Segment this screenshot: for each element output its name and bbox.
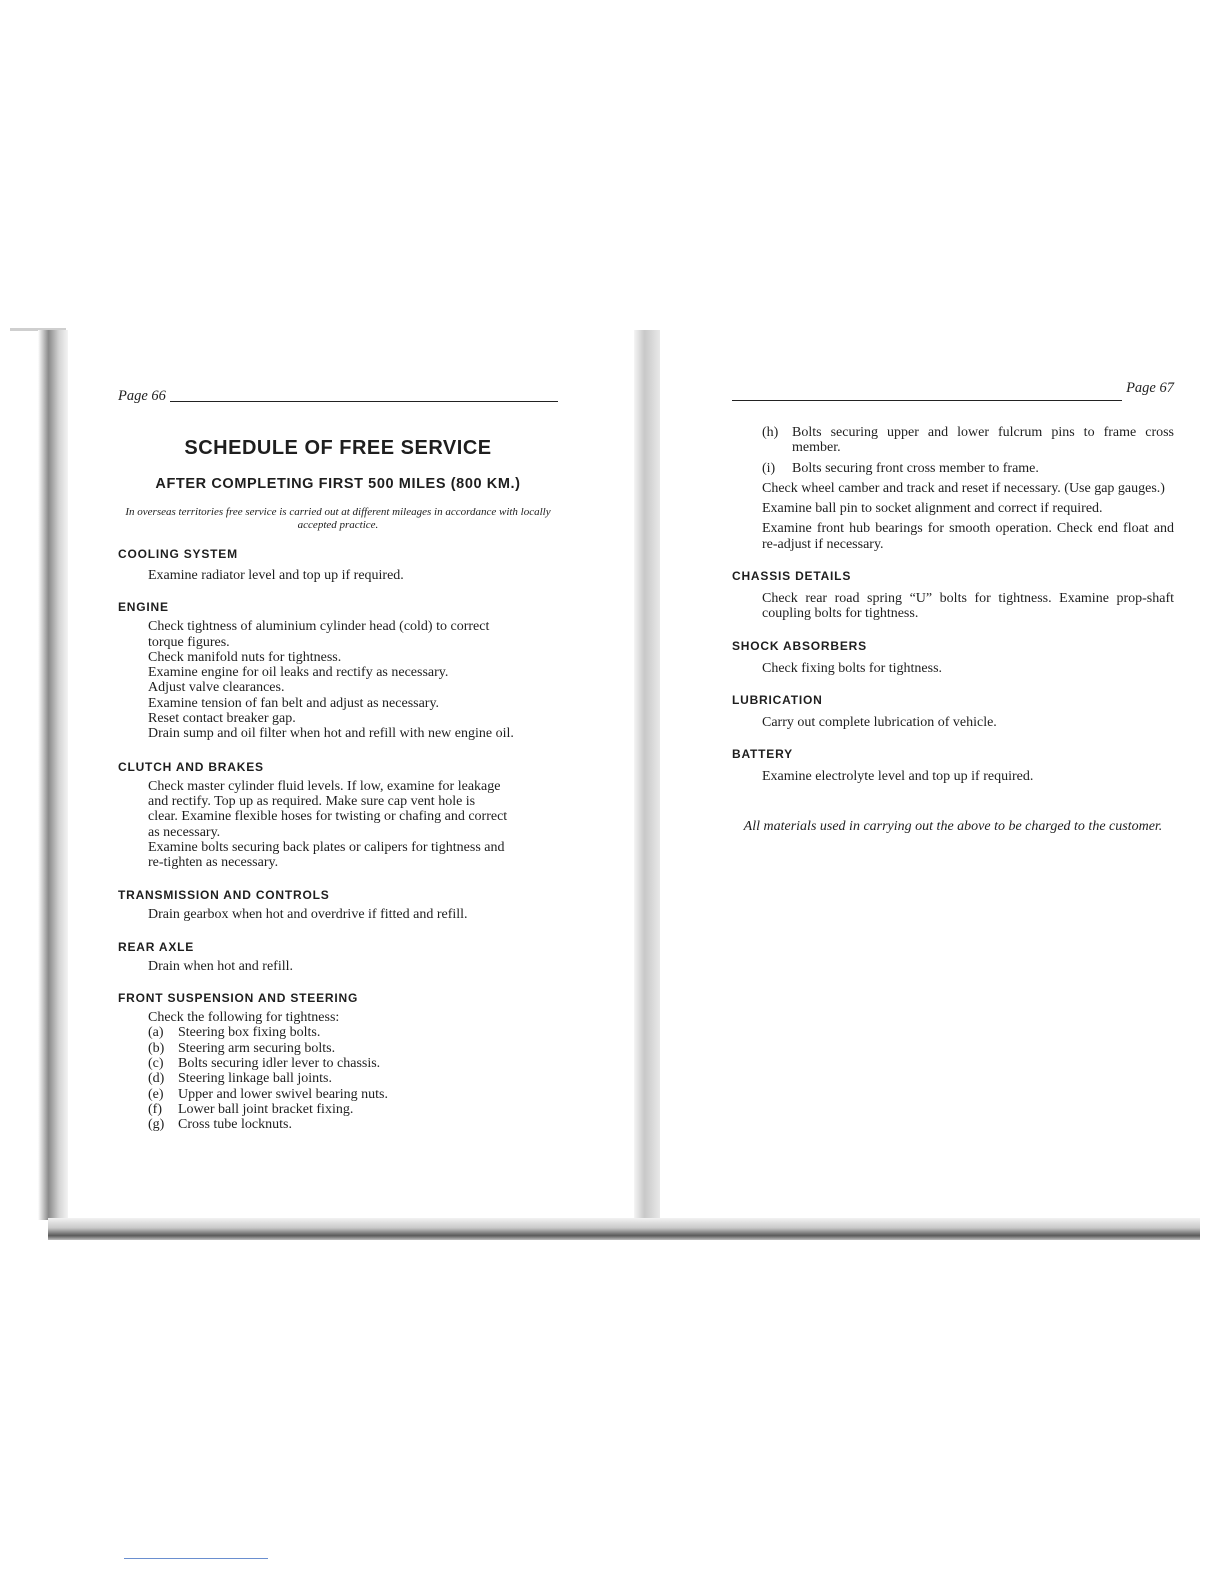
shock-text: Check fixing bolts for tightness.	[762, 660, 943, 676]
header-rule	[170, 401, 558, 402]
front-suspension-list	[118, 1025, 558, 1132]
item-text: Steering box fixing bolts.	[178, 1025, 321, 1041]
item-text: Lower ball joint bracket fixing.	[178, 1101, 354, 1117]
list-item	[148, 1087, 558, 1102]
charges-footnote: All materials used in carrying out the above to be charged to the customer.	[743, 818, 1163, 834]
list-item	[148, 1102, 558, 1117]
binding-shadow-left	[38, 330, 68, 1220]
clutch-line: Examine bolts securing back plates or calipers for tightness and	[148, 839, 505, 855]
left-page-header	[118, 388, 558, 405]
item-text: Upper and lower swivel bearing nuts.	[178, 1086, 388, 1102]
check-line: Examine front hub bearings for smooth operation. Check end float and re-adjust if necessary.	[762, 521, 1174, 552]
item-text: Bolts securing upper and lower fulcrum pins to frame cross member.	[792, 425, 1174, 456]
section-heading-lubrication: LUBRICATION	[732, 692, 823, 707]
scan-shadow-bottom	[48, 1218, 1200, 1240]
cooling-line: Examine radiator level and top up if required.	[148, 568, 404, 583]
left-page	[118, 388, 558, 1132]
check-line: Examine ball pin to socket alignment and correct if required.	[762, 501, 1103, 517]
page-number: Page 66	[118, 388, 166, 404]
list-item	[148, 1071, 558, 1086]
list-item	[148, 1117, 558, 1132]
continued-list	[732, 425, 1174, 552]
lubrication-text: Carry out complete lubrication of vehicle.	[762, 714, 997, 730]
right-page-header	[732, 380, 1174, 397]
item-label: (g)	[148, 1117, 165, 1133]
page-title: SCHEDULE OF FREE SERVICE	[184, 437, 492, 459]
item-label: (i)	[762, 460, 776, 476]
clutch-line: as necessary.	[148, 824, 221, 840]
engine-line: Adjust valve clearances.	[148, 680, 285, 696]
right-page	[732, 380, 1174, 834]
section-heading-chassis: CHASSIS DETAILS	[732, 569, 852, 584]
scan-artifact-line	[124, 1558, 268, 1559]
engine-line: Check tightness of aluminium cylinder head (cold) to correct	[148, 619, 490, 635]
section-heading-cooling: COOLING SYSTEM	[118, 547, 238, 561]
transmission-line: Drain gearbox when hot and overdrive if fitted and refill.	[148, 907, 468, 923]
battery-text: Examine electrolyte level and top up if required.	[762, 769, 1034, 785]
header-rule	[732, 400, 1122, 401]
engine-line: Drain sump and oil filter when hot and refill with new engine oil.	[148, 726, 514, 742]
item-label: (f)	[148, 1101, 162, 1117]
list-item	[148, 1041, 558, 1056]
clutch-line: re-tighten as necessary.	[148, 855, 279, 871]
section-heading-front-suspension: FRONT SUSPENSION AND STEERING	[118, 991, 359, 1006]
section-heading-rear-axle: REAR AXLE	[118, 939, 195, 954]
engine-lines	[118, 619, 558, 741]
item-label: (a)	[148, 1025, 164, 1041]
item-label: (c)	[148, 1055, 164, 1071]
item-text: Steering linkage ball joints.	[178, 1071, 332, 1087]
list-item	[148, 1025, 558, 1040]
item-label: (h)	[762, 425, 779, 440]
item-text: Steering arm securing bolts.	[178, 1040, 336, 1056]
page-gutter	[634, 330, 660, 1220]
clutch-line: and rectify. Top up as required. Make sure cap vent hole is	[148, 793, 476, 809]
section-heading-shock: SHOCK ABSORBERS	[732, 638, 867, 653]
engine-line: Check manifold nuts for tightness.	[148, 649, 342, 665]
check-line: Check wheel camber and track and reset if necessary. (Use gap gauges.)	[762, 480, 1165, 496]
clutch-line: Check master cylinder fluid levels. If low, examine for leakage	[148, 778, 501, 794]
list-item	[762, 461, 1174, 476]
section-heading-transmission: TRANSMISSION AND CONTROLS	[118, 888, 330, 903]
page-number: Page 67	[1126, 380, 1174, 396]
front-suspension-intro: Check the following for tightness:	[148, 1010, 340, 1026]
engine-line: Examine engine for oil leaks and rectify as necessary.	[148, 665, 449, 681]
overseas-note: In overseas territories free service is carried out at different mileages in accordance with locally accepted practice.	[125, 506, 551, 531]
item-label: (e)	[148, 1086, 164, 1102]
section-heading-engine: ENGINE	[118, 600, 169, 615]
item-text: Cross tube locknuts.	[178, 1117, 292, 1133]
engine-line: Examine tension of fan belt and adjust as necessary.	[148, 695, 440, 711]
item-text: Bolts securing idler lever to chassis.	[178, 1055, 381, 1071]
rear-axle-line: Drain when hot and refill.	[148, 958, 294, 974]
item-text: Bolts securing front cross member to frame.	[792, 460, 1039, 476]
chassis-text: Check rear road spring “U” bolts for tightness. Examine prop-shaft coupling bolts for tightness.	[762, 591, 1174, 622]
section-heading-battery: BATTERY	[732, 747, 793, 762]
section-heading-clutch: CLUTCH AND BRAKES	[118, 759, 264, 774]
item-label: (b)	[148, 1040, 165, 1056]
engine-line: Reset contact breaker gap.	[148, 711, 296, 727]
page-subtitle: AFTER COMPLETING FIRST 500 MILES (800 KM.)	[155, 476, 521, 492]
item-label: (d)	[148, 1071, 165, 1087]
clutch-lines	[118, 779, 558, 871]
list-item	[148, 1056, 558, 1071]
clutch-line: clear. Examine flexible hoses for twisting or chafing and correct	[148, 809, 508, 825]
list-item	[762, 425, 1174, 456]
engine-line: torque figures.	[148, 634, 230, 650]
